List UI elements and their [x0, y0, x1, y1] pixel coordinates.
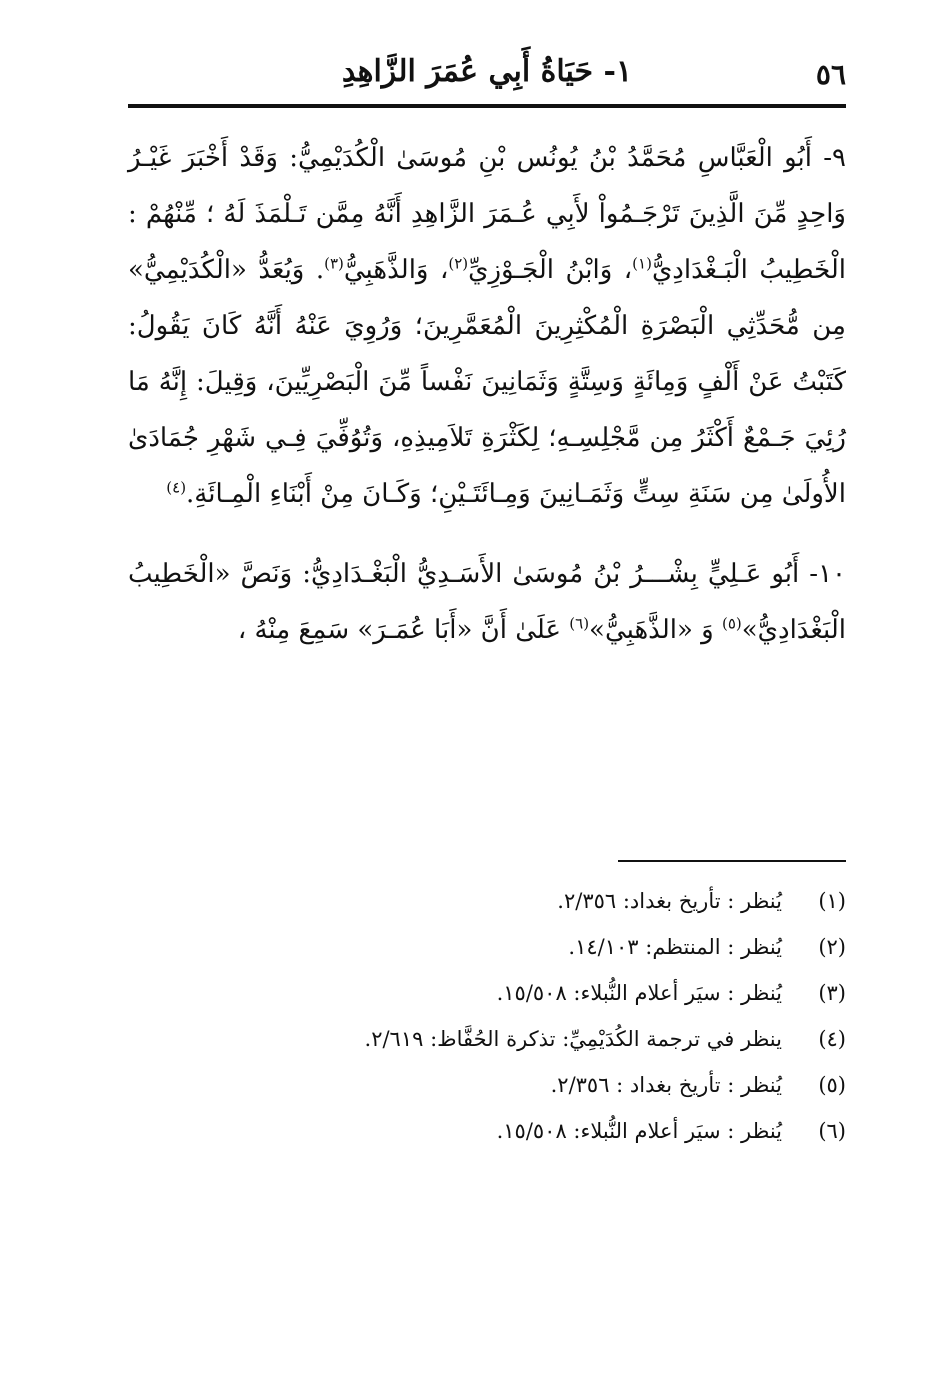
footnote-item: [128, 1062, 846, 1108]
footnote-number: (٥): [818, 1073, 846, 1097]
footnote-text: يُنظر : تأريخ بغداد : ٢/٣٥٦.: [550, 1073, 782, 1097]
footnote-number: (٢): [818, 935, 846, 959]
footnote-rule: [618, 860, 846, 862]
footnote-list: [128, 878, 846, 1154]
footnote-item: [128, 1016, 846, 1062]
paragraph: [128, 546, 846, 658]
footnote-marker: (٦): [569, 614, 590, 633]
paragraph-text: . وَيُعَدُّ «الْكُدَيْمِيُّ» مِن مُّحَدِّثِي الْبَصْرَةِ الْمُكْثِرِينَ الْمُعَمَّرِينَ؛ وَرُوِيَ عَنْهُ أَنَّهُ كَانَ يَقُولُ: كَتَبْتُ عَنْ أَلْفٍ وَمِائَةٍ وَسِتَّةٍ وَثَمَانِينَ نَفْساً مِّنَ الْبَصْرِيِّينَ، وَقِيلَ: إِنَّهُ مَا رُئِيَ جَـمْعٌ أَكْثَرُ مِن مَّجْلِسِـهِ؛ لِكَثْرَةِ تَلاَمِيذِهِ، وَتُوُفِّيَ فِـي شَهْرِ جُمَادَىٰ الأُولَىٰ مِن سَنَةِ سِتٍّ وَثَمَـانِينَ وَمِـائَتَـيْنِ؛ وَكَـانَ مِنْ أَبْنَاءِ الْمِـائَةِ.: [128, 255, 846, 509]
footnote-marker: (٢): [448, 254, 469, 273]
footnote-text: ينظر في ترجمة الكُدَيْمِيِّ: تذكرة الحُفَّاظ: ٢/٦١٩.: [364, 1027, 782, 1051]
body-text: [128, 130, 846, 658]
footnote-item: [128, 878, 846, 924]
footnote-number: (٣): [818, 981, 846, 1005]
page-number: ٥٦: [815, 58, 846, 91]
footnote-number: (٤): [818, 1027, 846, 1051]
footnote-item: [128, 970, 846, 1016]
footnote-item: [128, 1108, 846, 1154]
chapter-title: ١- حَيَاةُ أَبِي عُمَرَ الزَّاهِدِ: [341, 54, 633, 89]
footnote-marker: (١): [632, 254, 652, 273]
paragraph-text: ١٠- أَبُو عَـلِيٍّ بِشْـــرُ بْنُ مُوسَىٰ الأَسَـدِيُّ الْبَغْـدَادِيُّ: وَنَصَّ «الْخَطِيبُ الْبَغْدَادِيُّ»: [128, 559, 846, 645]
paragraph-text: ، وَالذَّهَبِيُّ: [343, 255, 449, 285]
paragraph-text: ٩- أَبُو الْعَبَّاسِ مُحَمَّدُ بْنُ يُونُس بْنِ مُوسَىٰ الْكُدَيْمِيُّ: وَقَدْ أَخْبَرَ غَيْـرُ وَاحِدٍ مِّنَ الَّذِينَ تَرْجَـمُواْ لأَبِي عُـمَرَ الزَّاهِدِ أَنَّهُ مِمَّن تَـلْمَذَ لَهُ ؛ مِّنْهُمْ : الْخَطِيبُ الْبَـغْدَادِيُّ: [128, 143, 846, 285]
paragraph-text: ، وَابْنُ الْجَـوْزِيِّ: [468, 255, 633, 285]
footnote-text: يُنظر : تأريخ بغداد: ٢/٣٥٦.: [557, 889, 782, 913]
paragraph: [128, 130, 846, 522]
paragraph-text: وَ «الذَّهَبِيُّ»: [589, 615, 722, 645]
header-rule: [128, 104, 846, 108]
footnote-item: [128, 924, 846, 970]
running-head: [128, 52, 846, 104]
footnote-text: يُنظر : المنتظم: ١٤/١٠٣.: [568, 935, 782, 959]
footnote-text: يُنظر : سيَر أعلام النُّبلاء: ١٥/٥٠٨.: [496, 981, 782, 1005]
footnote-marker: (٤): [166, 478, 187, 497]
footnote-number: (٦): [818, 1119, 846, 1143]
paragraph-text: عَلَىٰ أَنَّ «أَبَا عُمَـرَ» سَمِعَ مِنْهُ ،: [237, 615, 570, 645]
footnote-marker: (٣): [324, 254, 344, 273]
footnote-marker: (٥): [721, 614, 742, 633]
footnote-number: (١): [818, 889, 846, 913]
footnote-text: يُنظر : سيَر أعلام النُّبلاء: ١٥/٥٠٨.: [496, 1119, 782, 1143]
